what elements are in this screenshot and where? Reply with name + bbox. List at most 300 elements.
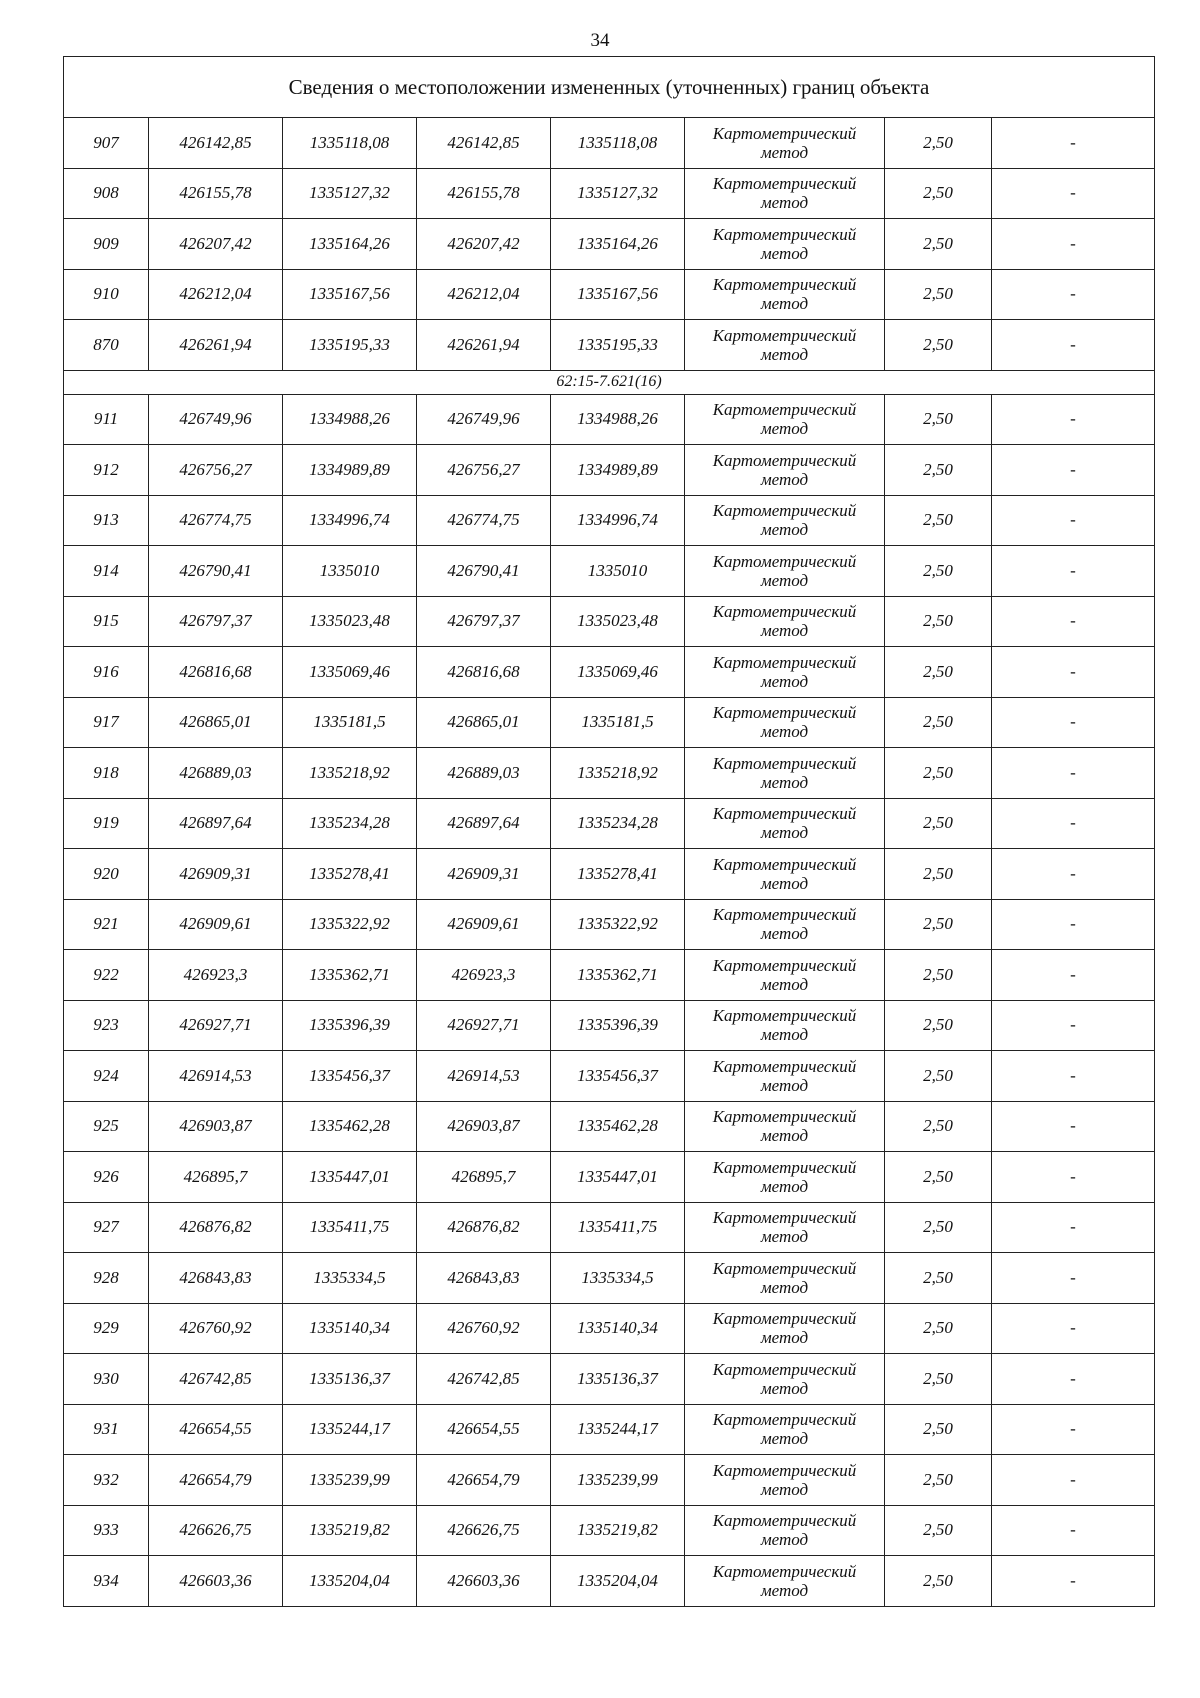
- point-number-cell: 910: [64, 269, 149, 320]
- precision-cell: 2,50: [885, 748, 992, 799]
- y-refined-cell: 1335204,04: [551, 1556, 685, 1607]
- method-cell: [685, 1303, 885, 1354]
- y-refined-cell: 1335023,48: [551, 596, 685, 647]
- point-number-cell: 932: [64, 1455, 149, 1506]
- point-number-cell: 927: [64, 1202, 149, 1253]
- method-line1: Картометрический: [712, 1460, 857, 1480]
- y-existing-cell: 1334989,89: [283, 445, 417, 496]
- y-existing-cell: 1335218,92: [283, 748, 417, 799]
- method-line2: метод: [760, 873, 809, 893]
- boundary-coordinates-table: [63, 56, 1155, 1607]
- precision-cell: 2,50: [885, 118, 992, 169]
- precision-cell: 2,50: [885, 849, 992, 900]
- method-cell: [685, 647, 885, 698]
- y-existing-cell: 1335204,04: [283, 1556, 417, 1607]
- x-refined-cell: 426790,41: [417, 546, 551, 597]
- precision-cell: 2,50: [885, 1404, 992, 1455]
- method-cell: [685, 849, 885, 900]
- x-existing-cell: 426756,27: [149, 445, 283, 496]
- note-cell: -: [992, 118, 1155, 169]
- method-line1: Картометрический: [712, 1056, 857, 1076]
- method-line1: Картометрический: [712, 1561, 857, 1581]
- method-cell: [685, 1202, 885, 1253]
- precision-cell: 2,50: [885, 1556, 992, 1607]
- note-cell: -: [992, 1202, 1155, 1253]
- x-refined-cell: 426923,3: [417, 950, 551, 1001]
- table-row: [64, 445, 1155, 496]
- method-line1: Картометрический: [712, 1006, 857, 1026]
- y-existing-cell: 1335456,37: [283, 1051, 417, 1102]
- method-line1: Картометрический: [712, 325, 857, 345]
- table-row: [64, 899, 1155, 950]
- x-existing-cell: 426876,82: [149, 1202, 283, 1253]
- x-refined-cell: 426603,36: [417, 1556, 551, 1607]
- method-line2: метод: [760, 1479, 809, 1499]
- y-refined-cell: 1335456,37: [551, 1051, 685, 1102]
- note-cell: -: [992, 445, 1155, 496]
- x-refined-cell: 426897,64: [417, 798, 551, 849]
- point-number-cell: 929: [64, 1303, 149, 1354]
- method-line1: Картометрический: [712, 955, 857, 975]
- point-number-cell: 913: [64, 495, 149, 546]
- method-line2: метод: [760, 294, 809, 314]
- method-line1: Картометрический: [712, 501, 857, 521]
- method-line1: Картометрический: [712, 174, 857, 194]
- method-line1: Картометрический: [712, 224, 857, 244]
- method-line1: Картометрический: [712, 1157, 857, 1177]
- table-row: [64, 849, 1155, 900]
- table-row: [64, 1000, 1155, 1051]
- y-refined-cell: 1334988,26: [551, 394, 685, 445]
- note-cell: -: [992, 748, 1155, 799]
- table-row: [64, 1303, 1155, 1354]
- method-line2: метод: [760, 1580, 809, 1600]
- note-cell: -: [992, 950, 1155, 1001]
- point-number-cell: 921: [64, 899, 149, 950]
- method-line1: Картометрический: [712, 703, 857, 723]
- table-row: [64, 1354, 1155, 1405]
- y-existing-cell: 1335136,37: [283, 1354, 417, 1405]
- section-label: 62:15-7.621(16): [64, 370, 1155, 394]
- precision-cell: 2,50: [885, 1354, 992, 1405]
- table-row: [64, 1556, 1155, 1607]
- method-line2: метод: [760, 1429, 809, 1449]
- method-line2: метод: [760, 1176, 809, 1196]
- y-existing-cell: 1335181,5: [283, 697, 417, 748]
- method-line1: Картометрический: [712, 551, 857, 571]
- x-existing-cell: 426909,61: [149, 899, 283, 950]
- x-existing-cell: 426843,83: [149, 1253, 283, 1304]
- x-existing-cell: 426923,3: [149, 950, 283, 1001]
- table-row: [64, 1253, 1155, 1304]
- y-existing-cell: 1335234,28: [283, 798, 417, 849]
- method-cell: [685, 1505, 885, 1556]
- method-cell: [685, 219, 885, 270]
- x-refined-cell: 426909,61: [417, 899, 551, 950]
- precision-cell: 2,50: [885, 168, 992, 219]
- x-existing-cell: 426865,01: [149, 697, 283, 748]
- x-refined-cell: 426889,03: [417, 748, 551, 799]
- table-row: [64, 495, 1155, 546]
- precision-cell: 2,50: [885, 1152, 992, 1203]
- y-refined-cell: 1335334,5: [551, 1253, 685, 1304]
- point-number-cell: 922: [64, 950, 149, 1001]
- table-row: [64, 546, 1155, 597]
- precision-cell: 2,50: [885, 950, 992, 1001]
- method-line2: метод: [760, 772, 809, 792]
- x-existing-cell: 426797,37: [149, 596, 283, 647]
- note-cell: -: [992, 546, 1155, 597]
- x-refined-cell: 426903,87: [417, 1101, 551, 1152]
- y-existing-cell: 1335164,26: [283, 219, 417, 270]
- x-existing-cell: 426774,75: [149, 495, 283, 546]
- precision-cell: 2,50: [885, 445, 992, 496]
- precision-cell: 2,50: [885, 495, 992, 546]
- y-refined-cell: 1335069,46: [551, 647, 685, 698]
- method-line1: Картометрический: [712, 123, 857, 143]
- method-line1: Картометрический: [712, 1309, 857, 1329]
- y-existing-cell: 1335140,34: [283, 1303, 417, 1354]
- method-cell: [685, 1455, 885, 1506]
- x-existing-cell: 426142,85: [149, 118, 283, 169]
- y-refined-cell: 1335239,99: [551, 1455, 685, 1506]
- method-line2: метод: [760, 1126, 809, 1146]
- method-line1: Картометрический: [712, 905, 857, 925]
- table-row: [64, 1202, 1155, 1253]
- x-existing-cell: 426927,71: [149, 1000, 283, 1051]
- method-cell: [685, 1152, 885, 1203]
- method-line1: Картометрический: [712, 1208, 857, 1228]
- precision-cell: 2,50: [885, 1202, 992, 1253]
- x-refined-cell: 426797,37: [417, 596, 551, 647]
- x-existing-cell: 426155,78: [149, 168, 283, 219]
- method-line1: Картометрический: [712, 1410, 857, 1430]
- method-line2: метод: [760, 243, 809, 263]
- method-line2: метод: [760, 1530, 809, 1550]
- x-existing-cell: 426261,94: [149, 320, 283, 371]
- method-line2: метод: [760, 344, 809, 364]
- method-line1: Картометрический: [712, 1258, 857, 1278]
- note-cell: -: [992, 647, 1155, 698]
- precision-cell: 2,50: [885, 269, 992, 320]
- method-cell: [685, 445, 885, 496]
- y-existing-cell: 1335023,48: [283, 596, 417, 647]
- x-refined-cell: 426142,85: [417, 118, 551, 169]
- x-existing-cell: 426790,41: [149, 546, 283, 597]
- y-refined-cell: 1335136,37: [551, 1354, 685, 1405]
- x-refined-cell: 426909,31: [417, 849, 551, 900]
- x-existing-cell: 426889,03: [149, 748, 283, 799]
- point-number-cell: 870: [64, 320, 149, 371]
- method-line1: Картометрический: [712, 854, 857, 874]
- method-cell: [685, 798, 885, 849]
- x-existing-cell: 426909,31: [149, 849, 283, 900]
- x-refined-cell: 426876,82: [417, 1202, 551, 1253]
- y-existing-cell: 1335396,39: [283, 1000, 417, 1051]
- method-cell: [685, 1253, 885, 1304]
- y-refined-cell: 1335244,17: [551, 1404, 685, 1455]
- table-row: [64, 394, 1155, 445]
- point-number-cell: 907: [64, 118, 149, 169]
- y-refined-cell: 1335278,41: [551, 849, 685, 900]
- method-line2: метод: [760, 1277, 809, 1297]
- precision-cell: 2,50: [885, 798, 992, 849]
- point-number-cell: 926: [64, 1152, 149, 1203]
- point-number-cell: 909: [64, 219, 149, 270]
- y-refined-cell: 1335164,26: [551, 219, 685, 270]
- note-cell: -: [992, 596, 1155, 647]
- y-refined-cell: 1335218,92: [551, 748, 685, 799]
- method-cell: [685, 1000, 885, 1051]
- method-line1: Картометрический: [712, 275, 857, 295]
- y-refined-cell: 1335118,08: [551, 118, 685, 169]
- point-number-cell: 915: [64, 596, 149, 647]
- x-refined-cell: 426927,71: [417, 1000, 551, 1051]
- x-refined-cell: 426261,94: [417, 320, 551, 371]
- note-cell: -: [992, 394, 1155, 445]
- page-number: 34: [590, 30, 610, 51]
- table-row: [64, 647, 1155, 698]
- note-cell: -: [992, 1000, 1155, 1051]
- method-line1: Картометрический: [712, 1359, 857, 1379]
- y-refined-cell: 1335447,01: [551, 1152, 685, 1203]
- method-line2: метод: [760, 469, 809, 489]
- x-refined-cell: 426756,27: [417, 445, 551, 496]
- method-cell: [685, 495, 885, 546]
- table-row: [64, 748, 1155, 799]
- point-number-cell: 933: [64, 1505, 149, 1556]
- point-number-cell: 923: [64, 1000, 149, 1051]
- note-cell: -: [992, 1253, 1155, 1304]
- method-line2: метод: [760, 520, 809, 540]
- method-line1: Картометрический: [712, 652, 857, 672]
- x-existing-cell: 426914,53: [149, 1051, 283, 1102]
- x-existing-cell: 426207,42: [149, 219, 283, 270]
- table-row: [64, 219, 1155, 270]
- table-row: [64, 1051, 1155, 1102]
- method-line1: Картометрический: [712, 1107, 857, 1127]
- precision-cell: 2,50: [885, 1303, 992, 1354]
- x-existing-cell: 426760,92: [149, 1303, 283, 1354]
- method-cell: [685, 697, 885, 748]
- point-number-cell: 919: [64, 798, 149, 849]
- x-existing-cell: 426816,68: [149, 647, 283, 698]
- method-cell: [685, 899, 885, 950]
- table-row: [64, 1404, 1155, 1455]
- y-existing-cell: 1335010: [283, 546, 417, 597]
- method-cell: [685, 1404, 885, 1455]
- precision-cell: 2,50: [885, 394, 992, 445]
- table-row: [64, 168, 1155, 219]
- table-row: [64, 950, 1155, 1001]
- y-existing-cell: 1335069,46: [283, 647, 417, 698]
- method-line2: метод: [760, 570, 809, 590]
- y-refined-cell: 1335167,56: [551, 269, 685, 320]
- precision-cell: 2,50: [885, 1000, 992, 1051]
- point-number-cell: 916: [64, 647, 149, 698]
- method-line1: Картометрический: [712, 400, 857, 420]
- y-existing-cell: 1335167,56: [283, 269, 417, 320]
- y-existing-cell: 1335462,28: [283, 1101, 417, 1152]
- method-line2: метод: [760, 671, 809, 691]
- table-row: [64, 596, 1155, 647]
- y-existing-cell: 1335219,82: [283, 1505, 417, 1556]
- x-refined-cell: 426914,53: [417, 1051, 551, 1102]
- point-number-cell: 930: [64, 1354, 149, 1405]
- x-refined-cell: 426816,68: [417, 647, 551, 698]
- point-number-cell: 920: [64, 849, 149, 900]
- method-line2: метод: [760, 142, 809, 162]
- method-line1: Картометрический: [712, 804, 857, 824]
- note-cell: -: [992, 1455, 1155, 1506]
- y-existing-cell: 1335334,5: [283, 1253, 417, 1304]
- point-number-cell: 912: [64, 445, 149, 496]
- method-cell: [685, 748, 885, 799]
- x-existing-cell: 426212,04: [149, 269, 283, 320]
- note-cell: -: [992, 1051, 1155, 1102]
- x-existing-cell: 426626,75: [149, 1505, 283, 1556]
- precision-cell: 2,50: [885, 546, 992, 597]
- precision-cell: 2,50: [885, 1253, 992, 1304]
- method-line1: Картометрический: [712, 1511, 857, 1531]
- note-cell: -: [992, 1404, 1155, 1455]
- method-line2: метод: [760, 924, 809, 944]
- method-line2: метод: [760, 419, 809, 439]
- y-existing-cell: 1334996,74: [283, 495, 417, 546]
- y-existing-cell: 1335447,01: [283, 1152, 417, 1203]
- x-refined-cell: 426626,75: [417, 1505, 551, 1556]
- y-existing-cell: 1335362,71: [283, 950, 417, 1001]
- table-row: [64, 1505, 1155, 1556]
- point-number-cell: 911: [64, 394, 149, 445]
- y-refined-cell: 1335219,82: [551, 1505, 685, 1556]
- x-refined-cell: 426843,83: [417, 1253, 551, 1304]
- note-cell: -: [992, 1354, 1155, 1405]
- method-cell: [685, 320, 885, 371]
- y-refined-cell: 1334996,74: [551, 495, 685, 546]
- x-existing-cell: 426895,7: [149, 1152, 283, 1203]
- precision-cell: 2,50: [885, 899, 992, 950]
- method-line1: Картометрический: [712, 450, 857, 470]
- method-cell: [685, 596, 885, 647]
- y-refined-cell: 1335195,33: [551, 320, 685, 371]
- table-row: [64, 320, 1155, 371]
- method-line2: метод: [760, 1075, 809, 1095]
- note-cell: -: [992, 219, 1155, 270]
- x-existing-cell: 426654,79: [149, 1455, 283, 1506]
- note-cell: -: [992, 269, 1155, 320]
- note-cell: -: [992, 1556, 1155, 1607]
- note-cell: -: [992, 798, 1155, 849]
- x-existing-cell: 426603,36: [149, 1556, 283, 1607]
- method-cell: [685, 269, 885, 320]
- note-cell: -: [992, 320, 1155, 371]
- method-cell: [685, 1051, 885, 1102]
- section-row: [64, 370, 1155, 394]
- y-refined-cell: 1335411,75: [551, 1202, 685, 1253]
- y-refined-cell: 1335396,39: [551, 1000, 685, 1051]
- y-refined-cell: 1335462,28: [551, 1101, 685, 1152]
- precision-cell: 2,50: [885, 1505, 992, 1556]
- table-row: [64, 1101, 1155, 1152]
- precision-cell: 2,50: [885, 219, 992, 270]
- table-title-row: [64, 57, 1155, 118]
- point-number-cell: 914: [64, 546, 149, 597]
- table-title: Сведения о местоположении измененных (уточненных) границ объекта: [64, 57, 1155, 118]
- method-cell: [685, 168, 885, 219]
- x-refined-cell: 426654,79: [417, 1455, 551, 1506]
- method-cell: [685, 1556, 885, 1607]
- y-existing-cell: 1335411,75: [283, 1202, 417, 1253]
- point-number-cell: 928: [64, 1253, 149, 1304]
- method-line2: метод: [760, 823, 809, 843]
- y-existing-cell: 1335322,92: [283, 899, 417, 950]
- method-cell: [685, 546, 885, 597]
- point-number-cell: 925: [64, 1101, 149, 1152]
- x-refined-cell: 426865,01: [417, 697, 551, 748]
- x-refined-cell: 426774,75: [417, 495, 551, 546]
- method-line2: метод: [760, 1378, 809, 1398]
- note-cell: -: [992, 1303, 1155, 1354]
- point-number-cell: 918: [64, 748, 149, 799]
- x-refined-cell: 426749,96: [417, 394, 551, 445]
- table-row: [64, 1152, 1155, 1203]
- y-existing-cell: 1335127,32: [283, 168, 417, 219]
- point-number-cell: 934: [64, 1556, 149, 1607]
- x-refined-cell: 426212,04: [417, 269, 551, 320]
- x-refined-cell: 426654,55: [417, 1404, 551, 1455]
- point-number-cell: 924: [64, 1051, 149, 1102]
- x-refined-cell: 426760,92: [417, 1303, 551, 1354]
- y-refined-cell: 1335234,28: [551, 798, 685, 849]
- x-refined-cell: 426155,78: [417, 168, 551, 219]
- method-line2: метод: [760, 1227, 809, 1247]
- method-line2: метод: [760, 193, 809, 213]
- note-cell: -: [992, 1101, 1155, 1152]
- x-refined-cell: 426207,42: [417, 219, 551, 270]
- note-cell: -: [992, 495, 1155, 546]
- y-existing-cell: 1334988,26: [283, 394, 417, 445]
- table-row: [64, 1455, 1155, 1506]
- y-refined-cell: 1334989,89: [551, 445, 685, 496]
- x-existing-cell: 426654,55: [149, 1404, 283, 1455]
- note-cell: -: [992, 899, 1155, 950]
- precision-cell: 2,50: [885, 1455, 992, 1506]
- table-row: [64, 798, 1155, 849]
- method-cell: [685, 950, 885, 1001]
- precision-cell: 2,50: [885, 1101, 992, 1152]
- table-row: [64, 697, 1155, 748]
- note-cell: -: [992, 849, 1155, 900]
- y-existing-cell: 1335244,17: [283, 1404, 417, 1455]
- precision-cell: 2,50: [885, 647, 992, 698]
- note-cell: -: [992, 168, 1155, 219]
- method-cell: [685, 1101, 885, 1152]
- precision-cell: 2,50: [885, 697, 992, 748]
- point-number-cell: 917: [64, 697, 149, 748]
- method-line1: Картометрический: [712, 602, 857, 622]
- y-refined-cell: 1335322,92: [551, 899, 685, 950]
- method-line2: метод: [760, 621, 809, 641]
- table-row: [64, 118, 1155, 169]
- x-existing-cell: 426749,96: [149, 394, 283, 445]
- x-refined-cell: 426895,7: [417, 1152, 551, 1203]
- point-number-cell: 931: [64, 1404, 149, 1455]
- method-line2: метод: [760, 722, 809, 742]
- precision-cell: 2,50: [885, 596, 992, 647]
- y-refined-cell: 1335362,71: [551, 950, 685, 1001]
- note-cell: -: [992, 697, 1155, 748]
